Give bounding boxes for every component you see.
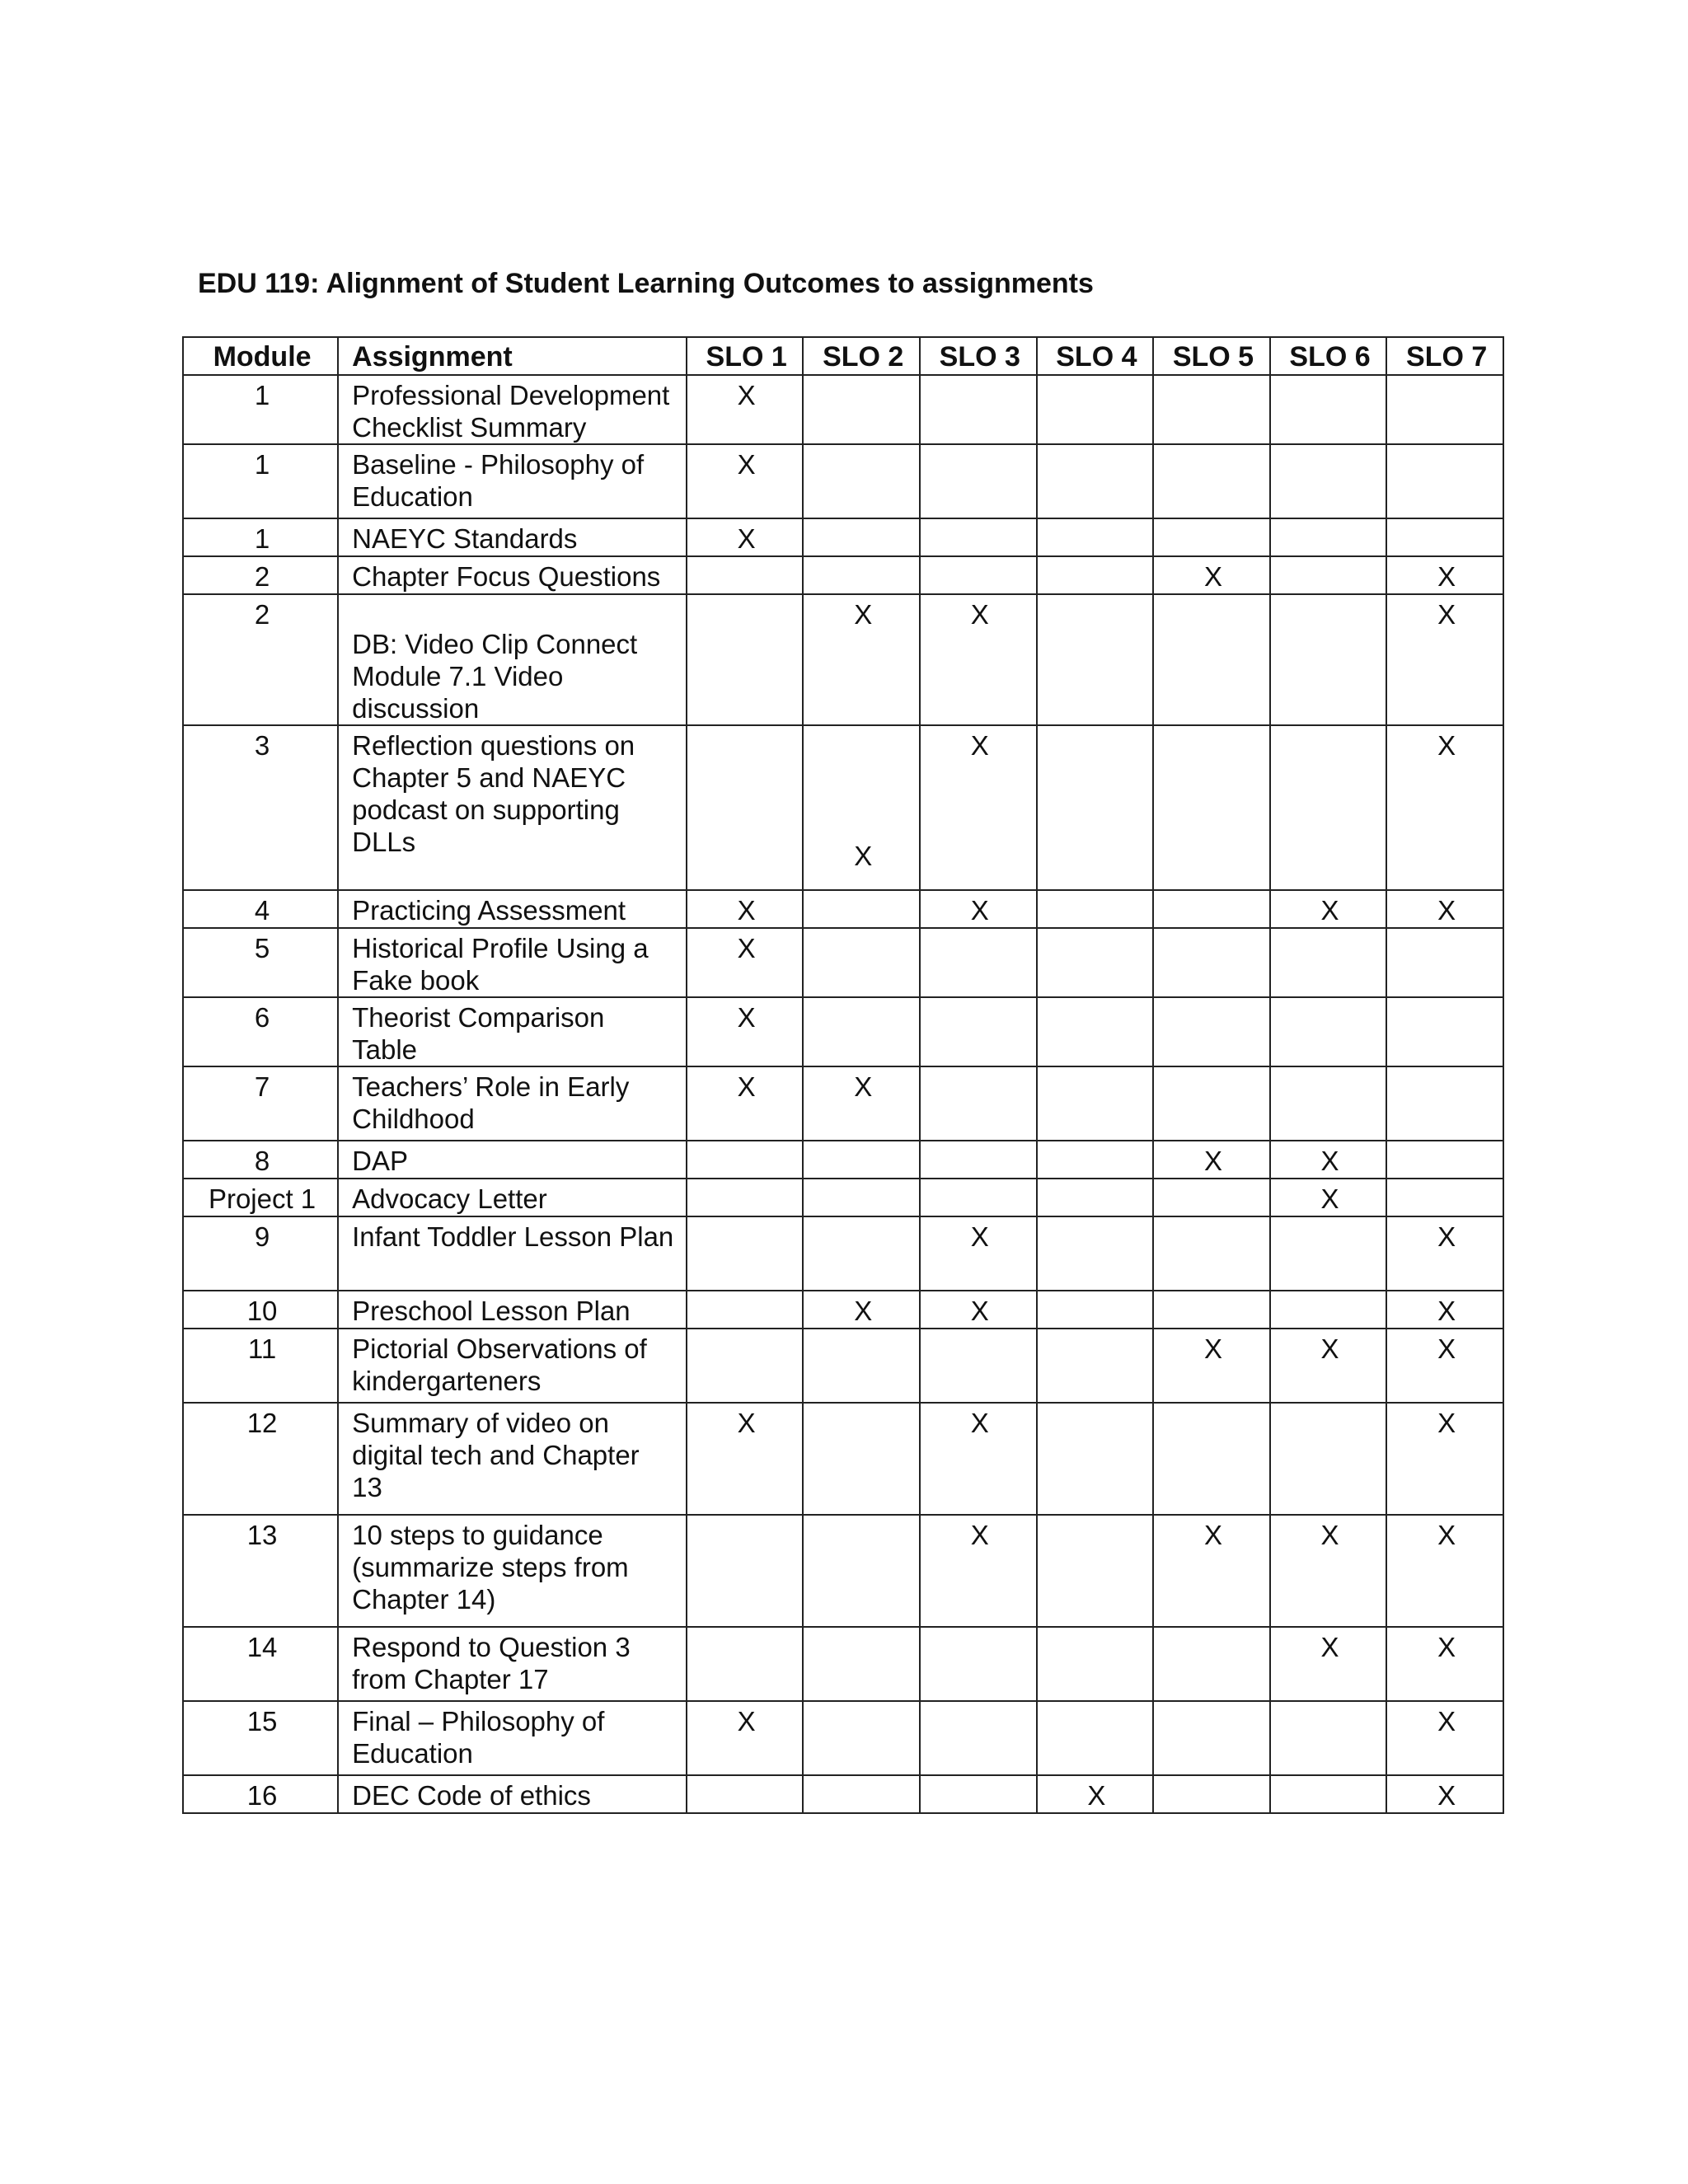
slo-1-cell bbox=[687, 1775, 804, 1813]
slo-3-cell bbox=[920, 556, 1037, 594]
assignment-cell: DAP bbox=[338, 1141, 687, 1179]
slo-5-cell bbox=[1153, 997, 1270, 1066]
slo-5-cell bbox=[1153, 1627, 1270, 1701]
slo-4-cell bbox=[1037, 1179, 1154, 1216]
slo-3-cell: X bbox=[920, 594, 1037, 725]
assignment-cell: Respond to Question 3 from Chapter 17 bbox=[338, 1627, 687, 1701]
table-row bbox=[183, 1291, 1503, 1329]
slo-7-cell: X bbox=[1386, 1515, 1503, 1627]
slo-6-cell: X bbox=[1270, 890, 1387, 928]
slo-6-cell bbox=[1270, 725, 1387, 890]
slo-3-cell bbox=[920, 1179, 1037, 1216]
slo-2-cell bbox=[803, 1179, 920, 1216]
table-row bbox=[183, 444, 1503, 518]
slo-4-cell bbox=[1037, 1701, 1154, 1775]
slo-4-cell bbox=[1037, 997, 1154, 1066]
slo-7-cell: X bbox=[1386, 556, 1503, 594]
slo-7-cell: X bbox=[1386, 1403, 1503, 1515]
slo-1-cell bbox=[687, 1216, 804, 1291]
slo-3-cell: X bbox=[920, 1291, 1037, 1329]
module-cell: 13 bbox=[183, 1515, 338, 1627]
slo-3-cell bbox=[920, 928, 1037, 997]
slo-1-cell: X bbox=[687, 444, 804, 518]
slo-6-cell bbox=[1270, 518, 1387, 556]
slo-4-cell bbox=[1037, 1403, 1154, 1515]
slo-3-cell: X bbox=[920, 1216, 1037, 1291]
slo-4-cell bbox=[1037, 725, 1154, 890]
module-cell: 2 bbox=[183, 594, 338, 725]
assignment-cell: Historical Profile Using a Fake book bbox=[338, 928, 687, 997]
slo-6-cell bbox=[1270, 1775, 1387, 1813]
slo-6-cell bbox=[1270, 375, 1387, 444]
slo-5-cell bbox=[1153, 1066, 1270, 1141]
slo-5-cell bbox=[1153, 444, 1270, 518]
table-body bbox=[183, 375, 1503, 1813]
slo-6-cell bbox=[1270, 928, 1387, 997]
slo-5-cell bbox=[1153, 518, 1270, 556]
slo-3-cell: X bbox=[920, 890, 1037, 928]
slo-2-cell bbox=[803, 1141, 920, 1179]
table-row bbox=[183, 725, 1503, 890]
slo-4-cell bbox=[1037, 1141, 1154, 1179]
slo-7-cell bbox=[1386, 1141, 1503, 1179]
module-cell: 7 bbox=[183, 1066, 338, 1141]
module-cell: 3 bbox=[183, 725, 338, 890]
assignment-cell: 10 steps to guidance (summarize steps from Chapter 14) bbox=[338, 1515, 687, 1627]
table-row bbox=[183, 1329, 1503, 1403]
slo-1-cell: X bbox=[687, 928, 804, 997]
slo-5-cell bbox=[1153, 890, 1270, 928]
slo-7-cell: X bbox=[1386, 890, 1503, 928]
slo-5-cell bbox=[1153, 375, 1270, 444]
table-row bbox=[183, 1515, 1503, 1627]
slo-2-cell bbox=[803, 1701, 920, 1775]
header-slo-7: SLO 7 bbox=[1386, 337, 1503, 375]
slo-6-cell: X bbox=[1270, 1179, 1387, 1216]
header-slo-3: SLO 3 bbox=[920, 337, 1037, 375]
slo-6-cell: X bbox=[1270, 1627, 1387, 1701]
slo-7-cell: X bbox=[1386, 1627, 1503, 1701]
slo-1-cell: X bbox=[687, 1066, 804, 1141]
slo-4-cell bbox=[1037, 1627, 1154, 1701]
slo-6-cell: X bbox=[1270, 1515, 1387, 1627]
slo-2-cell bbox=[803, 1775, 920, 1813]
slo-3-cell bbox=[920, 997, 1037, 1066]
slo-1-cell bbox=[687, 556, 804, 594]
module-cell: 1 bbox=[183, 518, 338, 556]
slo-7-cell: X bbox=[1386, 1701, 1503, 1775]
slo-4-cell bbox=[1037, 1216, 1154, 1291]
slo-7-cell: X bbox=[1386, 725, 1503, 890]
slo-6-cell bbox=[1270, 997, 1387, 1066]
slo-6-cell bbox=[1270, 1216, 1387, 1291]
module-cell: 5 bbox=[183, 928, 338, 997]
slo-1-cell: X bbox=[687, 375, 804, 444]
assignment-cell: Teachers’ Role in Early Childhood bbox=[338, 1066, 687, 1141]
table-row bbox=[183, 1701, 1503, 1775]
slo-5-cell bbox=[1153, 1291, 1270, 1329]
slo-4-cell bbox=[1037, 1291, 1154, 1329]
header-slo-2: SLO 2 bbox=[803, 337, 920, 375]
header-module: Module bbox=[183, 337, 338, 375]
slo-1-cell bbox=[687, 1179, 804, 1216]
table-row bbox=[183, 518, 1503, 556]
slo-6-cell bbox=[1270, 1291, 1387, 1329]
slo-3-cell bbox=[920, 1775, 1037, 1813]
slo-2-cell bbox=[803, 1627, 920, 1701]
slo-1-cell bbox=[687, 725, 804, 890]
table-row bbox=[183, 1179, 1503, 1216]
slo-4-cell bbox=[1037, 556, 1154, 594]
module-cell: 6 bbox=[183, 997, 338, 1066]
slo-2-cell bbox=[803, 1515, 920, 1627]
slo-5-cell bbox=[1153, 1403, 1270, 1515]
header-slo-1: SLO 1 bbox=[687, 337, 804, 375]
slo-1-cell: X bbox=[687, 1403, 804, 1515]
slo-4-cell bbox=[1037, 1329, 1154, 1403]
slo-1-cell bbox=[687, 1515, 804, 1627]
assignment-cell: NAEYC Standards bbox=[338, 518, 687, 556]
table-row bbox=[183, 997, 1503, 1066]
slo-7-cell bbox=[1386, 928, 1503, 997]
slo-7-cell bbox=[1386, 518, 1503, 556]
assignment-cell: Final – Philosophy of Education bbox=[338, 1701, 687, 1775]
slo-5-cell bbox=[1153, 1775, 1270, 1813]
slo-2-cell bbox=[803, 518, 920, 556]
slo-4-cell bbox=[1037, 594, 1154, 725]
slo-6-cell bbox=[1270, 594, 1387, 725]
slo-4-cell bbox=[1037, 375, 1154, 444]
assignment-cell: Advocacy Letter bbox=[338, 1179, 687, 1216]
module-cell: 10 bbox=[183, 1291, 338, 1329]
slo-2-cell bbox=[803, 928, 920, 997]
slo-2-cell bbox=[803, 375, 920, 444]
slo-5-cell bbox=[1153, 594, 1270, 725]
module-cell: 12 bbox=[183, 1403, 338, 1515]
assignment-cell: Infant Toddler Lesson Plan bbox=[338, 1216, 687, 1291]
assignment-cell: Preschool Lesson Plan bbox=[338, 1291, 687, 1329]
slo-4-cell bbox=[1037, 1515, 1154, 1627]
module-cell: 1 bbox=[183, 444, 338, 518]
slo-7-cell bbox=[1386, 1179, 1503, 1216]
slo-3-cell bbox=[920, 1329, 1037, 1403]
slo-5-cell: X bbox=[1153, 556, 1270, 594]
slo-7-cell: X bbox=[1386, 1291, 1503, 1329]
slo-1-cell bbox=[687, 1627, 804, 1701]
assignment-cell: DB: Video Clip Connect Module 7.1 Video discussion bbox=[338, 594, 687, 725]
assignment-cell: Practicing Assessment bbox=[338, 890, 687, 928]
slo-2-cell: X bbox=[803, 594, 920, 725]
slo-4-cell bbox=[1037, 1066, 1154, 1141]
assignment-cell: Summary of video on digital tech and Chapter 13 bbox=[338, 1403, 687, 1515]
table-row bbox=[183, 375, 1503, 444]
slo-1-cell: X bbox=[687, 890, 804, 928]
slo-alignment-table bbox=[182, 336, 1504, 1814]
assignment-cell: Chapter Focus Questions bbox=[338, 556, 687, 594]
module-cell: 15 bbox=[183, 1701, 338, 1775]
slo-2-cell: X bbox=[803, 1066, 920, 1141]
slo-6-cell bbox=[1270, 444, 1387, 518]
module-cell: 11 bbox=[183, 1329, 338, 1403]
slo-5-cell bbox=[1153, 1701, 1270, 1775]
module-cell: 2 bbox=[183, 556, 338, 594]
slo-7-cell: X bbox=[1386, 1216, 1503, 1291]
assignment-cell: Baseline - Philosophy of Education bbox=[338, 444, 687, 518]
slo-1-cell bbox=[687, 594, 804, 725]
header-assignment: Assignment bbox=[338, 337, 687, 375]
assignment-cell: Professional Development Checklist Summary bbox=[338, 375, 687, 444]
slo-1-cell bbox=[687, 1329, 804, 1403]
slo-7-cell: X bbox=[1386, 1775, 1503, 1813]
table-row bbox=[183, 890, 1503, 928]
slo-3-cell: X bbox=[920, 725, 1037, 890]
slo-6-cell bbox=[1270, 1066, 1387, 1141]
table-row bbox=[183, 1066, 1503, 1141]
table-row bbox=[183, 1141, 1503, 1179]
slo-1-cell: X bbox=[687, 1701, 804, 1775]
slo-5-cell: X bbox=[1153, 1141, 1270, 1179]
module-cell: Project 1 bbox=[183, 1179, 338, 1216]
slo-4-cell bbox=[1037, 890, 1154, 928]
module-cell: 1 bbox=[183, 375, 338, 444]
slo-4-cell: X bbox=[1037, 1775, 1154, 1813]
slo-6-cell: X bbox=[1270, 1329, 1387, 1403]
slo-2-cell bbox=[803, 1329, 920, 1403]
slo-3-cell bbox=[920, 375, 1037, 444]
table-row bbox=[183, 1775, 1503, 1813]
slo-5-cell bbox=[1153, 1179, 1270, 1216]
assignment-cell: Pictorial Observations of kindergarteners bbox=[338, 1329, 687, 1403]
slo-2-cell bbox=[803, 890, 920, 928]
slo-3-cell bbox=[920, 1701, 1037, 1775]
table-row bbox=[183, 1216, 1503, 1291]
table-row bbox=[183, 1627, 1503, 1701]
slo-3-cell bbox=[920, 518, 1037, 556]
page-title: EDU 119: Alignment of Student Learning Outcomes to assignments bbox=[198, 268, 1094, 299]
slo-3-cell: X bbox=[920, 1515, 1037, 1627]
header-slo-5: SLO 5 bbox=[1153, 337, 1270, 375]
slo-7-cell bbox=[1386, 444, 1503, 518]
table-row bbox=[183, 556, 1503, 594]
slo-1-cell: X bbox=[687, 518, 804, 556]
slo-5-cell bbox=[1153, 928, 1270, 997]
table-row bbox=[183, 1403, 1503, 1515]
slo-5-cell bbox=[1153, 1216, 1270, 1291]
slo-5-cell bbox=[1153, 725, 1270, 890]
slo-1-cell bbox=[687, 1291, 804, 1329]
assignment-cell: Reflection questions on Chapter 5 and NAEYC podcast on supporting DLLs bbox=[338, 725, 687, 890]
slo-4-cell bbox=[1037, 518, 1154, 556]
slo-5-cell: X bbox=[1153, 1515, 1270, 1627]
slo-2-cell bbox=[803, 1403, 920, 1515]
assignment-cell: DEC Code of ethics bbox=[338, 1775, 687, 1813]
slo-4-cell bbox=[1037, 444, 1154, 518]
assignment-cell: Theorist Comparison Table bbox=[338, 997, 687, 1066]
table-row bbox=[183, 928, 1503, 997]
module-cell: 8 bbox=[183, 1141, 338, 1179]
slo-6-cell bbox=[1270, 1701, 1387, 1775]
slo-6-cell bbox=[1270, 1403, 1387, 1515]
slo-5-cell: X bbox=[1153, 1329, 1270, 1403]
slo-3-cell bbox=[920, 1141, 1037, 1179]
slo-1-cell: X bbox=[687, 997, 804, 1066]
slo-2-cell bbox=[803, 1216, 920, 1291]
slo-7-cell bbox=[1386, 375, 1503, 444]
slo-7-cell bbox=[1386, 1066, 1503, 1141]
slo-3-cell: X bbox=[920, 1403, 1037, 1515]
table-row bbox=[183, 594, 1503, 725]
module-cell: 16 bbox=[183, 1775, 338, 1813]
slo-1-cell bbox=[687, 1141, 804, 1179]
slo-3-cell bbox=[920, 1627, 1037, 1701]
slo-6-cell bbox=[1270, 556, 1387, 594]
header-slo-4: SLO 4 bbox=[1037, 337, 1154, 375]
header-slo-6: SLO 6 bbox=[1270, 337, 1387, 375]
module-cell: 9 bbox=[183, 1216, 338, 1291]
slo-2-cell bbox=[803, 444, 920, 518]
module-cell: 14 bbox=[183, 1627, 338, 1701]
slo-7-cell: X bbox=[1386, 1329, 1503, 1403]
slo-2-cell: X bbox=[803, 725, 920, 890]
module-cell: 4 bbox=[183, 890, 338, 928]
slo-2-cell bbox=[803, 556, 920, 594]
slo-7-cell bbox=[1386, 997, 1503, 1066]
slo-2-cell: X bbox=[803, 1291, 920, 1329]
slo-7-cell: X bbox=[1386, 594, 1503, 725]
slo-4-cell bbox=[1037, 928, 1154, 997]
slo-6-cell: X bbox=[1270, 1141, 1387, 1179]
slo-3-cell bbox=[920, 1066, 1037, 1141]
slo-3-cell bbox=[920, 444, 1037, 518]
header-row bbox=[183, 337, 1503, 375]
slo-2-cell bbox=[803, 997, 920, 1066]
